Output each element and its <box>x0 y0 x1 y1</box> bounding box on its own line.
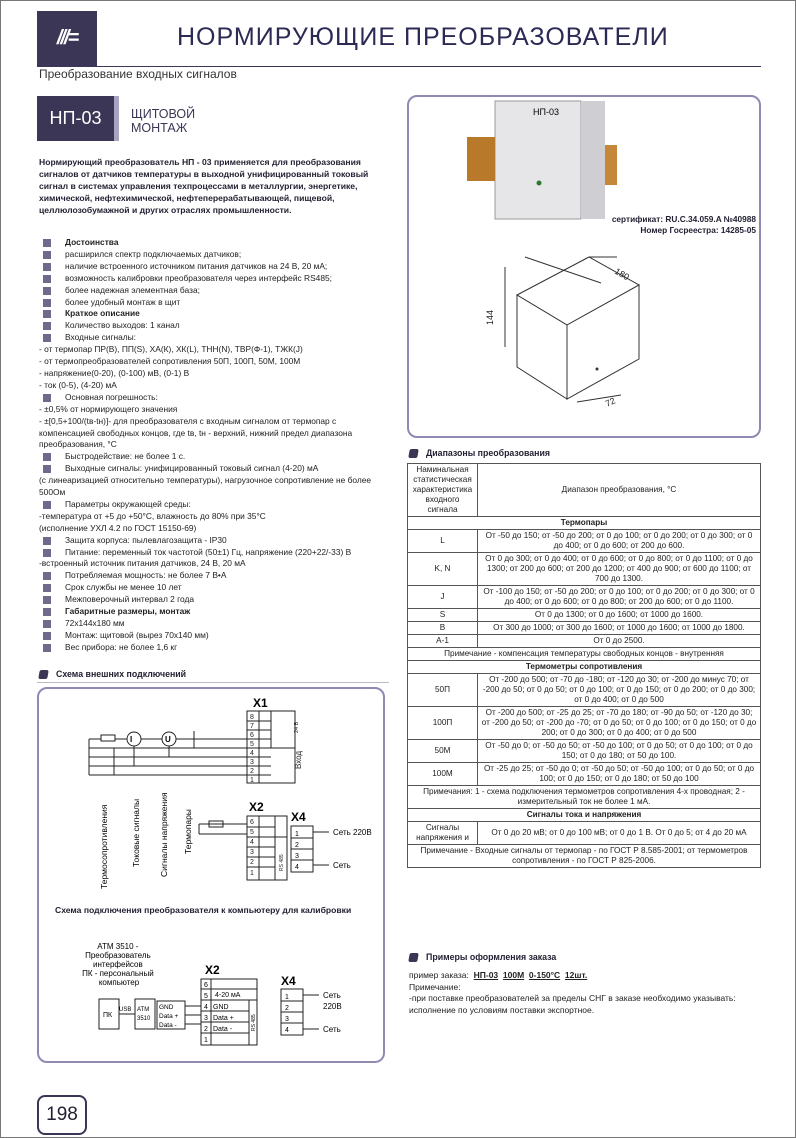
table-header-signal: Наминальная статистическая характеристика входного сигнала <box>408 464 478 517</box>
feature-item <box>39 344 389 356</box>
svg-text:7: 7 <box>250 723 254 730</box>
wiring-diagram <box>39 689 383 1061</box>
svg-text:2: 2 <box>285 1005 289 1012</box>
feature-item <box>39 594 389 606</box>
svg-text:6: 6 <box>204 982 208 989</box>
bullet-icon <box>43 263 51 271</box>
product-intro: Нормирующий преобразователь НП - 03 применяется для преобразования сигналов от датчиков температуры в выходной унифицированный токовый сигнал в системах управления техпроцессами в металлургии, энергетике, химической, нефтехимической, нефтеперерабатывающей, пищевой, целлюлозобумажной и других отраслях промышленности. <box>39 157 369 215</box>
order-prefix: пример заказа: <box>409 970 469 980</box>
sensor-label-voltage: Сигналы напряжения <box>159 792 169 877</box>
feature-item <box>39 642 389 654</box>
table-row <box>408 553 761 586</box>
svg-text:2: 2 <box>250 768 254 775</box>
feature-text: Питание: переменный ток частотой (50±1) Гц, напряжение (220+22/-33) В <box>65 546 352 557</box>
table-row <box>408 648 761 661</box>
section-schema-title: Схема внешних подключений <box>56 669 187 679</box>
svg-text:4: 4 <box>295 864 299 871</box>
bullet-icon <box>43 572 51 580</box>
feature-item <box>39 356 389 368</box>
sensor-label-thermoresistance: Термосопротивления <box>99 804 109 889</box>
svg-text:3: 3 <box>285 1016 289 1023</box>
feature-item <box>39 547 389 559</box>
bullet-icon <box>43 596 51 604</box>
svg-text:GND: GND <box>159 1004 174 1011</box>
svg-text:24 В: 24 В <box>294 721 300 733</box>
table-cell-label: L <box>408 530 478 553</box>
table-row <box>408 586 761 609</box>
mount-type <box>131 107 251 135</box>
dim-height: 144 <box>485 309 495 325</box>
feature-item <box>39 570 389 582</box>
table-note: Примечание - компенсация температуры свободных концов - внутренняя <box>408 648 761 661</box>
section-order-title: Примеры оформления заказа <box>426 952 557 962</box>
order-part-qty: 12шт. <box>564 970 588 980</box>
section-schema-heading <box>39 669 186 679</box>
svg-text:Сеть: Сеть <box>323 991 341 1000</box>
table-row <box>408 822 761 845</box>
section-ranges-heading <box>409 448 550 458</box>
product-image-frame <box>407 95 761 438</box>
page-title: НОРМИРУЮЩИЕ ПРЕОБРАЗОВАТЕЛИ <box>177 23 669 51</box>
feature-item <box>39 404 389 416</box>
bullet-icon <box>43 239 51 247</box>
svg-text:6: 6 <box>250 732 254 739</box>
feature-list <box>39 237 389 654</box>
svg-text:5: 5 <box>204 993 208 1000</box>
calibration-schema-title: Схема подключения преобразователя к компьютеру для калибровки <box>55 905 352 915</box>
section-icon <box>408 953 419 962</box>
table-header-range: Диапазон преобразования, °С <box>478 464 761 517</box>
svg-text:3: 3 <box>250 849 254 856</box>
feature-text: -встроенный источник питания датчиков, 24 В, 20 мА <box>39 558 246 569</box>
feature-text: - напряжение(0-20), (0-100) мВ, (0-1) В <box>39 367 190 378</box>
order-part-range: 0-150°С <box>528 970 561 980</box>
feature-item <box>39 380 389 392</box>
svg-text:Вход: Вход <box>294 750 303 769</box>
bullet-icon <box>43 453 51 461</box>
table-cell-label: 50M <box>408 740 478 763</box>
table-cell-range: От -50 до 150; от -50 до 200; от 0 до 100; от 0 до 200; от 0 до 300; от 0 до 400; от 0 до 600; от 200 до 600. <box>478 530 761 553</box>
svg-text:2: 2 <box>295 842 299 849</box>
table-row <box>408 740 761 763</box>
svg-text:5: 5 <box>250 741 254 748</box>
bullet-icon <box>43 584 51 592</box>
bullet-icon <box>43 299 51 307</box>
feature-text: возможность калибровки преобразователя через интерфейс RS485; <box>65 272 332 283</box>
table-note: Примечание - Входные сигналы от термопар - по ГОСТ Р 8.585-2001; от термометров сопротивления - по ГОСТ Р 825-2006. <box>408 845 761 868</box>
table-group-header: Термометры сопротивления <box>408 661 761 674</box>
feature-text: расширился спектр подключаемых датчиков; <box>65 248 242 259</box>
svg-text:4-20 мА: 4-20 мА <box>215 992 241 999</box>
bullet-icon <box>43 287 51 295</box>
section-divider <box>37 682 389 683</box>
svg-text:6: 6 <box>250 819 254 826</box>
certificate-number: сертификат: RU.C.34.059.A №40988 <box>611 214 756 224</box>
x1-label: X1 <box>253 696 268 710</box>
feature-item <box>39 618 389 630</box>
svg-text:X2: X2 <box>205 963 220 977</box>
feature-text: Монтаж: щитовой (вырез 70х140 мм) <box>65 629 209 640</box>
svg-text:RS 485: RS 485 <box>279 854 285 871</box>
svg-text:220В: 220В <box>323 1002 342 1011</box>
feature-item <box>39 630 389 642</box>
svg-text:3: 3 <box>295 853 299 860</box>
svg-text:2: 2 <box>204 1026 208 1033</box>
wiring-schema-panel <box>37 687 385 1063</box>
table-cell-label: 50П <box>408 674 478 707</box>
svg-text:Data +: Data + <box>159 1013 179 1020</box>
feature-text: 72х144х180 мм <box>65 618 125 628</box>
table-note: Примечания: 1 - схема подключения термометров сопротивления 4-х проводная; 2 - измерительный ток не более 1 мА. <box>408 786 761 809</box>
order-part-sensor: 100М <box>502 970 525 980</box>
order-line <box>409 970 764 982</box>
table-row <box>408 674 761 707</box>
table-cell-range: От -100 до 150; от -50 до 200; от 0 до 100; от 0 до 200; от 0 до 300; от 0 до 400; от 0 до 600; от 0 до 800; от 200 до 600; от 0 до 1100. <box>478 586 761 609</box>
bullet-icon <box>43 394 51 402</box>
x4-label: X4 <box>291 810 306 824</box>
svg-text:1: 1 <box>250 870 254 877</box>
svg-text:3: 3 <box>204 1015 208 1022</box>
svg-text:3: 3 <box>250 759 254 766</box>
feature-item <box>39 535 389 547</box>
table-cell-range: От 0 до 300; от 0 до 400; от 0 до 600; от 0 до 800; от 0 до 1100; от 0 до 1300; от 200 до 600; от 200 до 1200; от 400 до 900; от 600 до 1100; от 700 до 1300. <box>478 553 761 586</box>
bullet-icon <box>43 501 51 509</box>
page-subtitle: Преобразование входных сигналов <box>39 67 237 81</box>
feature-item <box>39 249 389 261</box>
svg-text:Data +: Data + <box>213 1015 234 1022</box>
svg-text:4: 4 <box>285 1027 289 1034</box>
badge-accent <box>114 96 119 141</box>
sensor-label-current: Токовые сигналы <box>131 798 141 867</box>
feature-text: Быстродействие: не более 1 с. <box>65 451 186 462</box>
bullet-icon <box>43 334 51 342</box>
bullet-icon <box>43 275 51 283</box>
section-icon <box>408 449 419 458</box>
feature-item <box>39 320 389 332</box>
section-icon <box>38 670 49 679</box>
table-cell-label: A-1 <box>408 635 478 648</box>
svg-text:ATM: ATM <box>137 1007 150 1013</box>
bullet-icon <box>43 251 51 259</box>
svg-text:U: U <box>165 735 171 744</box>
svg-text:2: 2 <box>250 859 254 866</box>
svg-text:Сеть: Сеть <box>323 1025 341 1034</box>
bullet-icon <box>43 608 51 616</box>
table-row <box>408 609 761 622</box>
sensor-label-thermocouple: Термопары <box>183 809 193 854</box>
order-note: -при поставке преобразователей за пределы СНГ в заказе необходимо указывать: исполнение по условиям поставки экспортное. <box>409 993 736 1015</box>
table-group-header: Термопары <box>408 517 761 530</box>
feature-item <box>39 463 389 475</box>
feature-text: Вес прибора: не более 1,6 кг <box>65 641 178 652</box>
feature-item <box>39 499 389 511</box>
feature-text: Защита корпуса: пылевлагозащита - IP30 <box>65 534 227 545</box>
table-cell-range: От -25 до 25; от -50 до 0; от -50 до 50; от -50 до 100; от 0 до 50; от 0 до 100; от 0 до 150; от 0 до 180; от 50 до 100 <box>478 763 761 786</box>
dim-width: 180 <box>613 266 632 283</box>
section-order-heading <box>409 952 556 962</box>
bullet-icon <box>43 632 51 640</box>
feature-text: Количество выходов: 1 канал <box>65 320 180 331</box>
feature-text: -температура от +5 до +50°C, влажность до 80% при 35°C <box>39 510 266 521</box>
order-part-model: НП-03 <box>473 970 499 980</box>
feature-item <box>39 558 389 570</box>
table-cell-label: K, N <box>408 553 478 586</box>
product-illustration <box>409 97 759 436</box>
feature-item <box>39 237 389 249</box>
feature-text: - от термопреобразователей сопротивления 50П, 100П, 50М, 100М <box>39 356 301 367</box>
feature-text: наличие встроенного источником питания датчиков на 24 В, 20 мА; <box>65 260 328 271</box>
table-cell-label: Сигналы напряжения и <box>408 822 478 845</box>
table-cell-range: От -50 до 0; от -50 до 50; от -50 до 100; от 0 до 50; от 0 до 100; от 0 до 150; от 0 до 180; от 50 до 100. <box>478 740 761 763</box>
svg-text:8: 8 <box>250 714 254 721</box>
table-row <box>408 809 761 822</box>
registry-number: Номер Госреестра: 14285-05 <box>640 225 756 235</box>
table-cell-label: S <box>408 609 478 622</box>
feature-item <box>39 475 389 499</box>
svg-text:Data -: Data - <box>159 1022 177 1029</box>
table-row <box>408 635 761 648</box>
table-cell-label: J <box>408 586 478 609</box>
svg-text:1: 1 <box>295 831 299 838</box>
feature-text: (с линеаризацией относительно температуры), нагрузочное сопротивление не более 500Ом <box>39 475 372 498</box>
bullet-icon <box>43 310 51 318</box>
table-group-header: Сигналы тока и напряжения <box>408 809 761 822</box>
svg-text:1: 1 <box>285 994 289 1001</box>
ranges-table <box>407 463 761 868</box>
section-ranges-title: Диапазоны преобразования <box>426 448 551 458</box>
svg-text:X4: X4 <box>281 974 296 988</box>
feature-item <box>39 285 389 297</box>
svg-text:1: 1 <box>204 1037 208 1044</box>
svg-text:5: 5 <box>250 829 254 836</box>
feature-text: - ток (0-5), (4-20) мА <box>39 379 117 390</box>
feature-item <box>39 297 389 309</box>
table-row <box>408 763 761 786</box>
feature-text: - от термопар ПР(В), ПП(S), ХА(К), ХК(L), ТНН(N), ТВР(Ф-1), ТЖК(J) <box>39 344 303 355</box>
svg-text:GND: GND <box>213 1004 229 1011</box>
table-cell-range: От 0 до 20 мВ; от 0 до 100 мВ; от 0 до 1 В. От 0 до 5; от 4 до 20 мА <box>478 822 761 845</box>
feature-item <box>39 582 389 594</box>
feature-text: более надежная элементная база; <box>65 284 200 295</box>
bullet-icon <box>43 549 51 557</box>
order-example <box>409 970 764 1016</box>
table-cell-label: B <box>408 622 478 635</box>
feature-item <box>39 451 389 463</box>
feature-text: Достоинства <box>65 237 119 247</box>
brand-logo: ///= <box>37 11 97 66</box>
feature-item <box>39 308 389 320</box>
feature-text: - ±0,5% от нормирующего значения <box>39 403 178 414</box>
table-row <box>408 845 761 868</box>
feature-text: Потребляемая мощность: не более 7 В•А <box>65 570 227 581</box>
table-cell-range: От -200 до 500; от -70 до -180; от -120 до 30; от -200 до минус 70; от -200 до 50; от 0 до 50; от 0 до 100; от 0 до 150; от 0 до 200; от 0 до 300; от 0 до 400; от 0 до 500 <box>478 674 761 707</box>
certificate-info <box>561 214 756 236</box>
table-row <box>408 707 761 740</box>
net-220-label: Сеть 220В <box>333 828 372 837</box>
feature-item <box>39 332 389 344</box>
dim-depth: 72 <box>603 395 617 409</box>
product-model-badge: НП-03 <box>37 96 114 141</box>
bullet-icon <box>43 537 51 545</box>
bullet-icon <box>43 322 51 330</box>
bullet-icon <box>43 620 51 628</box>
feature-text: Основная погрешность: <box>65 391 158 402</box>
table-row <box>408 530 761 553</box>
feature-item <box>39 273 389 285</box>
svg-text:USB: USB <box>119 1007 132 1013</box>
product-photo-label: НП-03 <box>533 107 559 117</box>
table-row <box>408 517 761 530</box>
svg-text:Data -: Data - <box>213 1026 233 1033</box>
svg-text:4: 4 <box>204 1004 208 1011</box>
feature-text: Входные сигналы: <box>65 332 137 343</box>
feature-text: более удобный монтаж в щит <box>65 296 181 307</box>
feature-text: Срок службы не менее 10 лет <box>65 582 182 593</box>
bullet-icon <box>43 465 51 473</box>
feature-item <box>39 416 389 452</box>
feature-item <box>39 261 389 273</box>
net-label: Сеть <box>333 861 351 870</box>
table-row <box>408 622 761 635</box>
feature-text: Габаритные размеры, монтаж <box>65 606 191 617</box>
feature-text: (исполнение УХЛ 4.2 по ГОСТ 15150-69) <box>39 522 197 533</box>
bullet-icon <box>43 644 51 652</box>
table-cell-label: 100П <box>408 707 478 740</box>
table-row <box>408 786 761 809</box>
table-cell-range: От 0 до 2500. <box>478 635 761 648</box>
x2-label: X2 <box>249 800 264 814</box>
feature-item <box>39 606 389 618</box>
table-cell-label: 100M <box>408 763 478 786</box>
feature-text: Параметры окружающей среды: <box>65 498 191 509</box>
svg-text:I: I <box>130 735 133 744</box>
svg-text:RS 485: RS 485 <box>251 1014 257 1031</box>
mount-type-line1: ЩИТОВОЙ <box>131 107 196 121</box>
mount-type-line2: МОНТАЖ <box>131 121 188 135</box>
table-cell-range: От 0 до 1300; от 0 до 1600; от 1000 до 1600. <box>478 609 761 622</box>
svg-text:4: 4 <box>250 839 254 846</box>
feature-text: Выходные сигналы: унифицированный токовый сигнал (4-20) мА <box>65 463 319 474</box>
svg-text:1: 1 <box>250 777 254 784</box>
legend-atm: АТМ 3510 - Преобразователь интерфейсов ПК - персональный компьютер <box>82 942 154 987</box>
feature-item <box>39 392 389 404</box>
svg-text:ПК: ПК <box>103 1012 113 1019</box>
page-number: 198 <box>37 1095 87 1135</box>
svg-text:4: 4 <box>250 750 254 757</box>
svg-text:3510: 3510 <box>137 1016 151 1022</box>
table-row <box>408 661 761 674</box>
order-note-label: Примечание: <box>409 981 461 992</box>
feature-item <box>39 523 389 535</box>
feature-text: - ±[0,5+100/(tв-tн)]- для преобразователя с входным сигналом от термопар с компенсацией свободных концов, где tв, tн - верхний, нижний предел диапазона преобразования, °C <box>39 415 353 450</box>
table-cell-range: От 300 до 1000; от 300 до 1600; от 1000 до 1600; от 1000 до 1800. <box>478 622 761 635</box>
feature-item <box>39 368 389 380</box>
feature-text: Краткое описание <box>65 308 140 319</box>
table-cell-range: От -200 до 500; от -25 до 25; от -70 до 180; от -90 до 50; от -120 до 30; от -200 до 50; от -200 до -70; от 0 до 50; от 0 до 100; от 0 до 150; от 0 до 200; от 0 до 300; от 0 до 400; от 0 до 500 <box>478 707 761 740</box>
feature-item <box>39 511 389 523</box>
feature-text: Межповерочный интервал 2 года <box>65 594 195 605</box>
